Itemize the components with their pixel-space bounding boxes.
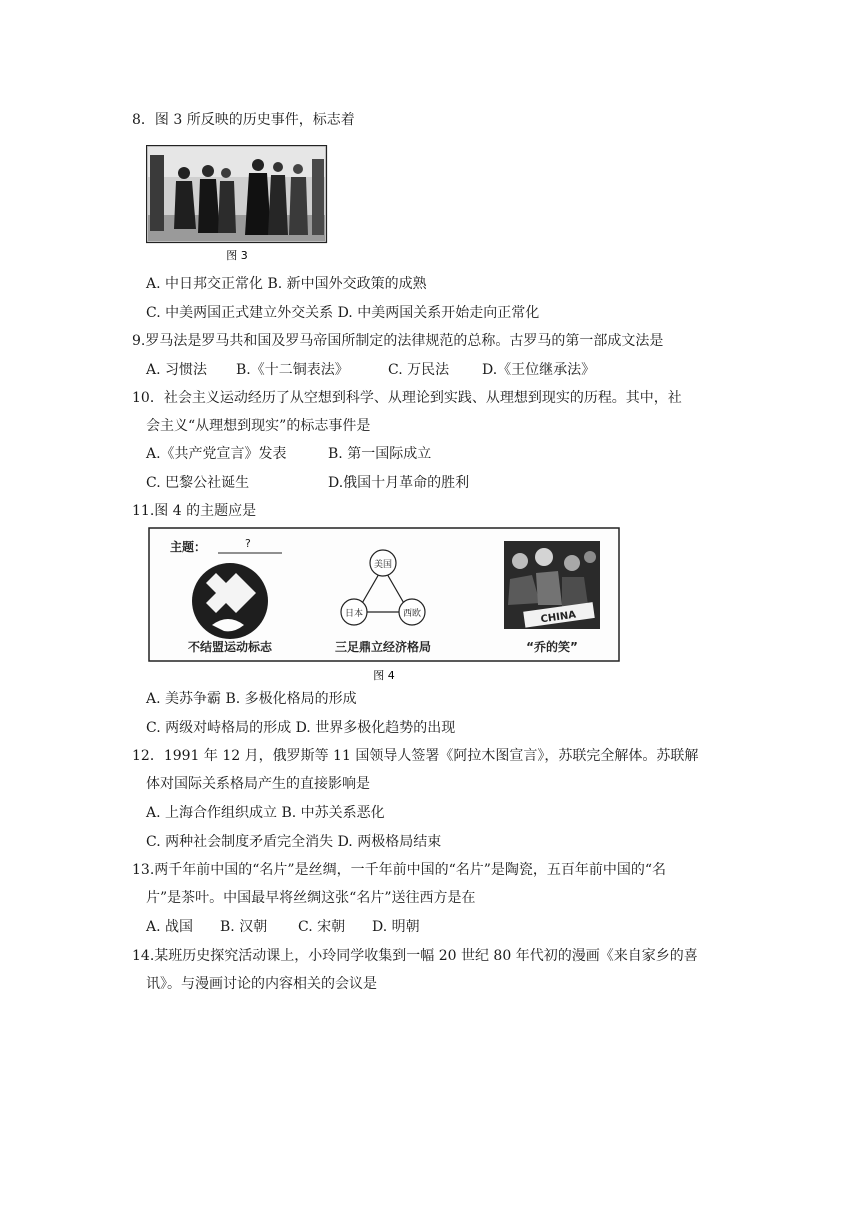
q12-options-ab: A. 上海合作组织成立 B. 中苏关系恶化 — [146, 805, 385, 821]
figure-4-panel1-caption: 不结盟运动标志 — [187, 640, 273, 654]
q13-option-a: A. 战国 — [146, 919, 194, 935]
figure-4-panel — [148, 527, 620, 687]
node-japan: 日本 — [344, 609, 364, 619]
q11-options-ab: A. 美苏争霸 B. 多极化格局的形成 — [146, 691, 357, 707]
figure-3-photo — [146, 145, 328, 265]
q10-option-c: C. 巴黎公社诞生 — [146, 475, 250, 491]
q13-option-b: B. 汉朝 — [220, 919, 268, 935]
q10-option-b: B. 第一国际成立 — [328, 446, 432, 462]
china-banner-text: CHINA — [539, 609, 577, 626]
figure-4-theme-label: 主题： — [170, 540, 207, 554]
q13-option-c: C. 宋朝 — [298, 919, 346, 935]
q12-stem-line1: 12．1991 年 12 月，俄罗斯等 11 国领导人签署《阿拉木图宣言》，苏联完全解体。苏联解 — [132, 748, 699, 764]
q13-stem-line1: 13.两千年前中国的“名片”是丝绸，一千年前中国的“名片”是陶瓷，五百年前中国的“名 — [132, 862, 667, 878]
q9-option-d: D.《王位继承法》 — [482, 362, 596, 378]
q11-options-cd: C. 两级对峙格局的形成 D. 世界多极化趋势的出现 — [146, 720, 456, 736]
q10-option-a: A.《共产党宣言》发表 — [146, 446, 287, 462]
q14-stem-line2: 讯》。与漫画讨论的内容相关的会议是 — [146, 976, 377, 992]
figure-3-caption: 图 3 — [226, 249, 248, 262]
q14-stem-line1: 14.某班历史探究活动课上，小玲同学收集到一幅 20 世纪 80 年代初的漫画《来自家乡的喜 — [132, 948, 698, 964]
q13-stem-line2: 片”是茶叶。中国最早将丝绸这张“名片”送往西方是在 — [146, 890, 476, 906]
q10-stem-line2: 会主义“从理想到现实”的标志事件是 — [146, 418, 371, 434]
q10-option-d: D.俄国十月革命的胜利 — [328, 475, 470, 491]
figure-4-theme-blank: ? — [245, 537, 251, 550]
q8-options-cd: C. 中美两国正式建立外交关系 D. 中美两国关系开始走向正常化 — [146, 305, 540, 321]
figure-4-panel2-caption: 三足鼎立经济格局 — [334, 640, 432, 654]
q9-option-a: A. 习惯法 — [146, 362, 208, 378]
q8-options-ab: A. 中日邦交正常化 B. 新中国外交政策的成熟 — [146, 276, 427, 292]
figure-4-caption: 图 4 — [373, 669, 395, 682]
q12-stem-line2: 体对国际关系格局产生的直接影响是 — [146, 776, 370, 792]
q11-stem: 11.图 4 的主题应是 — [132, 503, 257, 519]
q12-options-cd: C. 两种社会制度矛盾完全消失 D. 两极格局结束 — [146, 834, 442, 850]
q8-stem: 8．图 3 所反映的历史事件，标志着 — [132, 112, 355, 128]
node-usa: 美国 — [373, 560, 393, 570]
q10-stem-line1: 10．社会主义运动经历了从空想到科学、从理论到实践、从理想到现实的历程。其中，社 — [132, 390, 682, 406]
node-western-europe: 西欧 — [402, 609, 422, 619]
q9-option-b: B.《十二铜表法》 — [236, 362, 349, 378]
q13-option-d: D. 明朝 — [372, 919, 420, 935]
figure-4-panel3-caption: “乔的笑” — [526, 640, 578, 654]
non-aligned-emblem-icon — [192, 563, 268, 639]
qiao-laugh-photo — [504, 541, 600, 629]
q9-stem: 9.罗马法是罗马共和国及罗马帝国所制定的法律规范的总称。古罗马的第一部成文法是 — [132, 333, 664, 349]
q9-option-c: C. 万民法 — [388, 362, 450, 378]
